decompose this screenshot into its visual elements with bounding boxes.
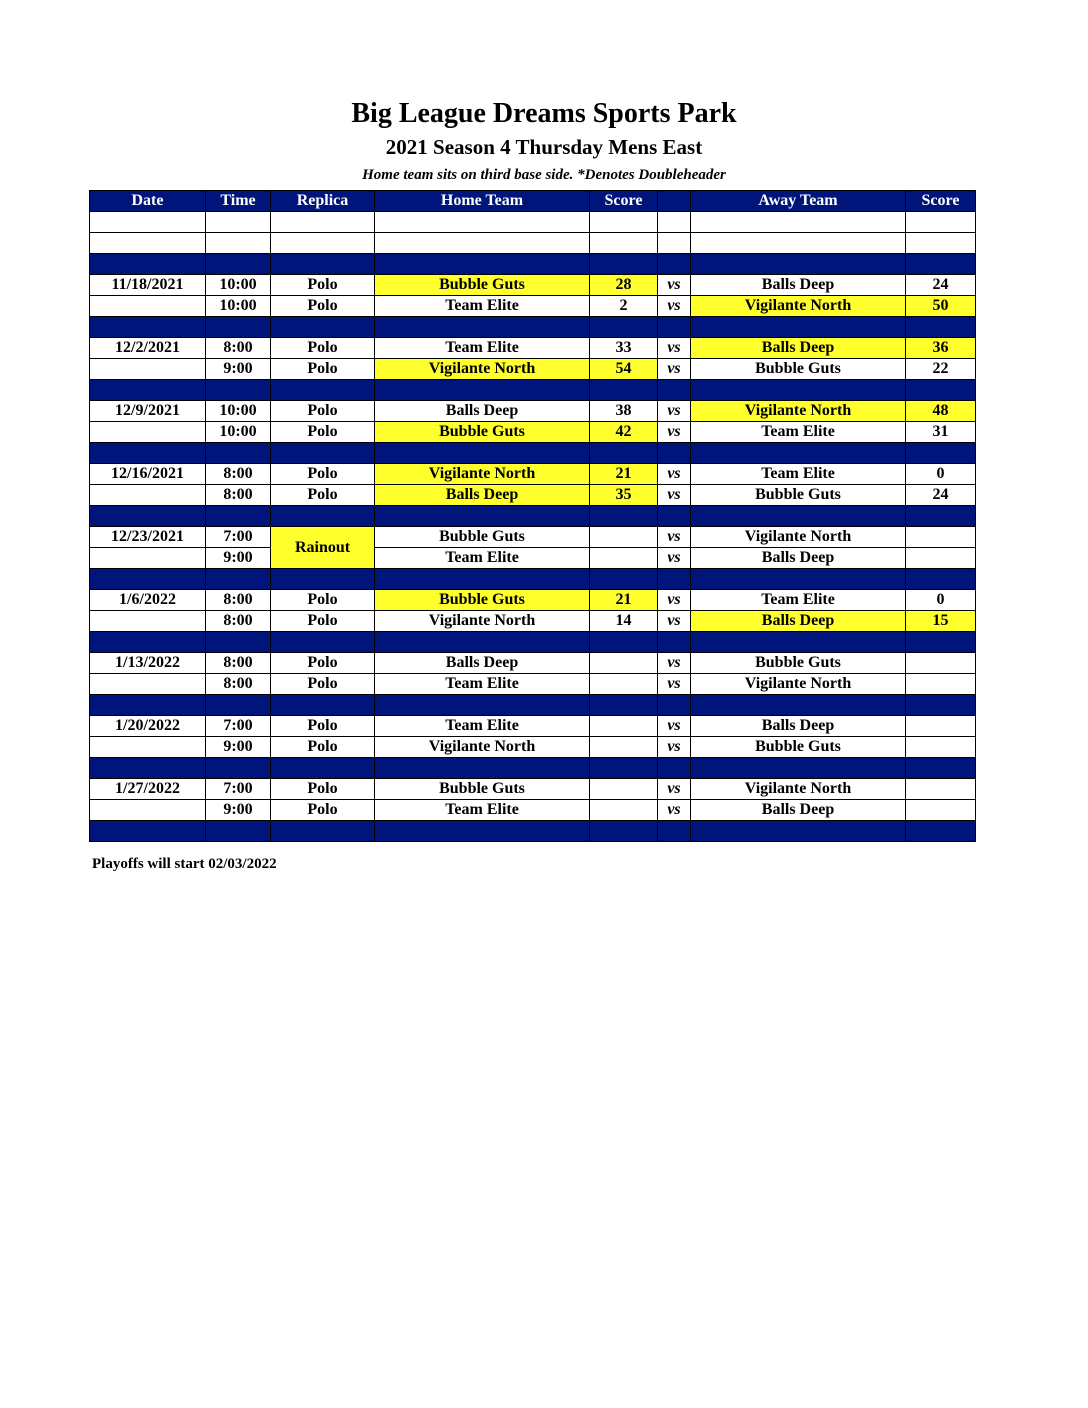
time-cell: 8:00 — [206, 485, 271, 506]
table-header-row — [90, 191, 976, 212]
away-score-cell: 0 — [906, 464, 976, 485]
away-team-cell: Bubble Guts — [691, 653, 906, 674]
separator-cell — [906, 254, 976, 275]
separator-cell — [271, 506, 375, 527]
away-score-cell — [906, 779, 976, 800]
date-cell: 1/20/2022 — [90, 716, 206, 737]
away-team-cell: Balls Deep — [691, 800, 906, 821]
separator-row — [90, 758, 976, 779]
replica-cell: Polo — [271, 716, 375, 737]
game-row — [90, 275, 976, 296]
date-cell — [90, 737, 206, 758]
separator-cell — [691, 821, 906, 842]
away-score-cell — [906, 800, 976, 821]
separator-row — [90, 380, 976, 401]
separator-cell — [691, 254, 906, 275]
home-score-cell: 14 — [590, 611, 658, 632]
home-score-cell — [590, 737, 658, 758]
away-team-cell: Balls Deep — [691, 338, 906, 359]
column-header-home-score: Score — [590, 191, 658, 212]
date-cell — [90, 296, 206, 317]
separator-cell — [691, 380, 906, 401]
vs-cell: vs — [658, 485, 691, 506]
empty-cell — [90, 212, 206, 233]
separator-cell — [271, 821, 375, 842]
separator-cell — [90, 758, 206, 779]
away-score-cell: 31 — [906, 422, 976, 443]
separator-cell — [906, 695, 976, 716]
game-row — [90, 296, 976, 317]
vs-cell: vs — [658, 422, 691, 443]
schedule-table — [89, 190, 976, 842]
home-score-cell — [590, 800, 658, 821]
separator-row — [90, 632, 976, 653]
replica-cell: Polo — [271, 401, 375, 422]
time-cell: 10:00 — [206, 422, 271, 443]
date-cell — [90, 800, 206, 821]
empty-row — [90, 233, 976, 254]
vs-cell: vs — [658, 464, 691, 485]
column-header-home-team: Home Team — [375, 191, 590, 212]
separator-cell — [271, 317, 375, 338]
home-team-cell: Team Elite — [375, 548, 590, 569]
date-cell: 1/6/2022 — [90, 590, 206, 611]
separator-cell — [590, 254, 658, 275]
time-cell: 8:00 — [206, 674, 271, 695]
game-row — [90, 548, 976, 569]
separator-cell — [658, 569, 691, 590]
away-score-cell: 0 — [906, 590, 976, 611]
column-header-date: Date — [90, 191, 206, 212]
vs-cell: vs — [658, 359, 691, 380]
separator-cell — [375, 506, 590, 527]
home-score-cell: 21 — [590, 464, 658, 485]
separator-cell — [375, 632, 590, 653]
game-row — [90, 716, 976, 737]
separator-cell — [658, 254, 691, 275]
away-score-cell: 50 — [906, 296, 976, 317]
separator-cell — [658, 506, 691, 527]
game-row — [90, 359, 976, 380]
time-cell: 7:00 — [206, 716, 271, 737]
home-team-cell: Vigilante North — [375, 737, 590, 758]
away-team-cell: Vigilante North — [691, 779, 906, 800]
time-cell: 9:00 — [206, 800, 271, 821]
game-row — [90, 674, 976, 695]
away-team-cell: Vigilante North — [691, 527, 906, 548]
vs-cell: vs — [658, 674, 691, 695]
date-cell: 12/9/2021 — [90, 401, 206, 422]
separator-cell — [271, 695, 375, 716]
separator-cell — [206, 758, 271, 779]
separator-cell — [375, 569, 590, 590]
replica-cell: Polo — [271, 338, 375, 359]
vs-cell: vs — [658, 275, 691, 296]
away-score-cell — [906, 674, 976, 695]
time-cell: 7:00 — [206, 527, 271, 548]
separator-cell — [906, 821, 976, 842]
vs-cell: vs — [658, 590, 691, 611]
separator-cell — [590, 569, 658, 590]
schedule-note: Home team sits on third base side. *Denotes Doubleheader — [362, 167, 726, 183]
home-team-cell: Balls Deep — [375, 401, 590, 422]
page-title: Big League Dreams Sports Park — [351, 98, 737, 129]
date-cell: 1/27/2022 — [90, 779, 206, 800]
away-score-cell: 22 — [906, 359, 976, 380]
away-score-cell: 24 — [906, 275, 976, 296]
away-score-cell — [906, 548, 976, 569]
home-team-cell: Team Elite — [375, 338, 590, 359]
empty-cell — [271, 212, 375, 233]
separator-cell — [271, 254, 375, 275]
game-row — [90, 464, 976, 485]
separator-row — [90, 821, 976, 842]
home-score-cell — [590, 653, 658, 674]
time-cell: 9:00 — [206, 737, 271, 758]
away-team-cell: Balls Deep — [691, 548, 906, 569]
game-row — [90, 800, 976, 821]
separator-cell — [906, 569, 976, 590]
separator-cell — [691, 317, 906, 338]
playoffs-note: Playoffs will start 02/03/2022 — [92, 856, 277, 872]
separator-cell — [271, 443, 375, 464]
separator-cell — [658, 443, 691, 464]
separator-cell — [590, 317, 658, 338]
home-score-cell — [590, 779, 658, 800]
away-team-cell: Balls Deep — [691, 611, 906, 632]
empty-row — [90, 212, 976, 233]
home-score-cell: 38 — [590, 401, 658, 422]
separator-cell — [906, 317, 976, 338]
away-team-cell: Team Elite — [691, 590, 906, 611]
separator-cell — [206, 380, 271, 401]
separator-cell — [90, 632, 206, 653]
game-row — [90, 527, 976, 548]
away-team-cell: Vigilante North — [691, 401, 906, 422]
time-cell: 10:00 — [206, 275, 271, 296]
vs-cell: vs — [658, 653, 691, 674]
replica-cell: Polo — [271, 464, 375, 485]
date-cell — [90, 548, 206, 569]
replica-cell: Polo — [271, 422, 375, 443]
time-cell: 9:00 — [206, 548, 271, 569]
separator-cell — [375, 317, 590, 338]
separator-cell — [206, 821, 271, 842]
replica-cell: Polo — [271, 653, 375, 674]
game-row — [90, 611, 976, 632]
away-score-cell — [906, 527, 976, 548]
date-cell — [90, 359, 206, 380]
time-cell: 8:00 — [206, 338, 271, 359]
column-header-vs — [658, 191, 691, 212]
separator-cell — [206, 317, 271, 338]
home-score-cell: 21 — [590, 590, 658, 611]
home-team-cell: Bubble Guts — [375, 275, 590, 296]
separator-cell — [90, 380, 206, 401]
separator-cell — [271, 758, 375, 779]
time-cell: 9:00 — [206, 359, 271, 380]
separator-cell — [906, 443, 976, 464]
date-cell: 12/16/2021 — [90, 464, 206, 485]
separator-cell — [271, 632, 375, 653]
away-team-cell: Team Elite — [691, 464, 906, 485]
time-cell: 10:00 — [206, 296, 271, 317]
separator-cell — [658, 632, 691, 653]
separator-cell — [90, 317, 206, 338]
separator-cell — [906, 758, 976, 779]
home-team-cell: Balls Deep — [375, 485, 590, 506]
time-cell: 8:00 — [206, 611, 271, 632]
separator-cell — [90, 821, 206, 842]
away-score-cell: 15 — [906, 611, 976, 632]
time-cell: 10:00 — [206, 401, 271, 422]
time-cell: 8:00 — [206, 464, 271, 485]
separator-cell — [906, 632, 976, 653]
vs-cell: vs — [658, 779, 691, 800]
empty-cell — [658, 233, 691, 254]
vs-cell: vs — [658, 527, 691, 548]
home-score-cell: 35 — [590, 485, 658, 506]
separator-cell — [90, 443, 206, 464]
separator-cell — [90, 254, 206, 275]
separator-cell — [375, 254, 590, 275]
replica-cell: Polo — [271, 737, 375, 758]
replica-cell: Polo — [271, 359, 375, 380]
empty-cell — [658, 212, 691, 233]
game-row — [90, 401, 976, 422]
separator-cell — [658, 317, 691, 338]
separator-cell — [271, 569, 375, 590]
separator-cell — [691, 758, 906, 779]
separator-row — [90, 506, 976, 527]
separator-cell — [206, 443, 271, 464]
separator-cell — [375, 443, 590, 464]
separator-row — [90, 695, 976, 716]
separator-cell — [590, 758, 658, 779]
separator-cell — [271, 380, 375, 401]
empty-cell — [206, 233, 271, 254]
away-team-cell: Vigilante North — [691, 296, 906, 317]
vs-cell: vs — [658, 296, 691, 317]
separator-cell — [206, 632, 271, 653]
away-team-cell: Bubble Guts — [691, 485, 906, 506]
separator-cell — [590, 695, 658, 716]
separator-cell — [658, 380, 691, 401]
home-team-cell: Vigilante North — [375, 359, 590, 380]
away-team-cell: Bubble Guts — [691, 359, 906, 380]
home-score-cell: 33 — [590, 338, 658, 359]
replica-cell: Polo — [271, 674, 375, 695]
separator-cell — [90, 506, 206, 527]
away-team-cell: Bubble Guts — [691, 737, 906, 758]
separator-cell — [590, 632, 658, 653]
date-cell: 1/13/2022 — [90, 653, 206, 674]
vs-cell: vs — [658, 401, 691, 422]
vs-cell: vs — [658, 800, 691, 821]
replica-cell: Polo — [271, 800, 375, 821]
separator-cell — [691, 632, 906, 653]
separator-cell — [590, 380, 658, 401]
replica-cell: Polo — [271, 296, 375, 317]
away-score-cell — [906, 737, 976, 758]
separator-cell — [375, 821, 590, 842]
home-score-cell: 2 — [590, 296, 658, 317]
separator-cell — [206, 569, 271, 590]
home-team-cell: Vigilante North — [375, 611, 590, 632]
separator-cell — [206, 506, 271, 527]
away-team-cell: Balls Deep — [691, 716, 906, 737]
separator-cell — [90, 695, 206, 716]
page-subtitle: 2021 Season 4 Thursday Mens East — [385, 135, 703, 159]
away-team-cell: Team Elite — [691, 422, 906, 443]
replica-cell: Polo — [271, 485, 375, 506]
home-team-cell: Bubble Guts — [375, 590, 590, 611]
away-score-cell — [906, 716, 976, 737]
empty-cell — [906, 212, 976, 233]
home-score-cell — [590, 527, 658, 548]
empty-cell — [691, 233, 906, 254]
replica-cell: Polo — [271, 590, 375, 611]
separator-cell — [658, 758, 691, 779]
vs-cell: vs — [658, 611, 691, 632]
time-cell: 8:00 — [206, 590, 271, 611]
vs-cell: vs — [658, 338, 691, 359]
game-row — [90, 485, 976, 506]
column-header-time: Time — [206, 191, 271, 212]
time-cell: 7:00 — [206, 779, 271, 800]
game-row — [90, 779, 976, 800]
empty-cell — [590, 233, 658, 254]
away-score-cell: 48 — [906, 401, 976, 422]
separator-cell — [691, 443, 906, 464]
away-score-cell: 36 — [906, 338, 976, 359]
replica-cell: Rainout — [271, 527, 375, 569]
home-team-cell: Team Elite — [375, 674, 590, 695]
replica-cell: Polo — [271, 611, 375, 632]
home-score-cell — [590, 548, 658, 569]
game-row — [90, 422, 976, 443]
game-row — [90, 737, 976, 758]
separator-cell — [906, 380, 976, 401]
home-score-cell — [590, 716, 658, 737]
empty-cell — [375, 233, 590, 254]
replica-cell: Polo — [271, 275, 375, 296]
game-row — [90, 338, 976, 359]
empty-cell — [375, 212, 590, 233]
date-cell — [90, 485, 206, 506]
date-cell: 12/23/2021 — [90, 527, 206, 548]
separator-cell — [206, 254, 271, 275]
separator-cell — [590, 506, 658, 527]
vs-cell: vs — [658, 548, 691, 569]
separator-cell — [590, 821, 658, 842]
date-cell — [90, 611, 206, 632]
time-cell: 8:00 — [206, 653, 271, 674]
home-team-cell: Team Elite — [375, 716, 590, 737]
home-team-cell: Vigilante North — [375, 464, 590, 485]
separator-cell — [206, 695, 271, 716]
home-score-cell — [590, 674, 658, 695]
schedule-body — [90, 212, 976, 842]
empty-cell — [590, 212, 658, 233]
vs-cell: vs — [658, 737, 691, 758]
column-header-replica: Replica — [271, 191, 375, 212]
replica-cell: Polo — [271, 779, 375, 800]
separator-cell — [691, 506, 906, 527]
empty-cell — [906, 233, 976, 254]
empty-cell — [691, 212, 906, 233]
separator-cell — [658, 821, 691, 842]
separator-cell — [691, 569, 906, 590]
separator-row — [90, 317, 976, 338]
separator-cell — [375, 758, 590, 779]
home-score-cell: 28 — [590, 275, 658, 296]
separator-cell — [375, 380, 590, 401]
column-header-away-team: Away Team — [691, 191, 906, 212]
separator-cell — [906, 506, 976, 527]
game-row — [90, 590, 976, 611]
empty-cell — [90, 233, 206, 254]
home-team-cell: Bubble Guts — [375, 779, 590, 800]
home-team-cell: Team Elite — [375, 800, 590, 821]
home-score-cell: 42 — [590, 422, 658, 443]
empty-cell — [271, 233, 375, 254]
home-team-cell: Bubble Guts — [375, 527, 590, 548]
separator-cell — [90, 569, 206, 590]
date-cell — [90, 422, 206, 443]
separator-row — [90, 254, 976, 275]
separator-cell — [375, 695, 590, 716]
date-cell: 11/18/2021 — [90, 275, 206, 296]
date-cell: 12/2/2021 — [90, 338, 206, 359]
home-team-cell: Team Elite — [375, 296, 590, 317]
game-row — [90, 653, 976, 674]
home-team-cell: Balls Deep — [375, 653, 590, 674]
away-team-cell: Balls Deep — [691, 275, 906, 296]
separator-cell — [691, 695, 906, 716]
home-team-cell: Bubble Guts — [375, 422, 590, 443]
away-score-cell: 24 — [906, 485, 976, 506]
separator-row — [90, 569, 976, 590]
separator-cell — [658, 695, 691, 716]
separator-row — [90, 443, 976, 464]
date-cell — [90, 674, 206, 695]
vs-cell: vs — [658, 716, 691, 737]
column-header-away-score: Score — [906, 191, 976, 212]
away-score-cell — [906, 653, 976, 674]
away-team-cell: Vigilante North — [691, 674, 906, 695]
empty-cell — [206, 212, 271, 233]
home-score-cell: 54 — [590, 359, 658, 380]
separator-cell — [590, 443, 658, 464]
